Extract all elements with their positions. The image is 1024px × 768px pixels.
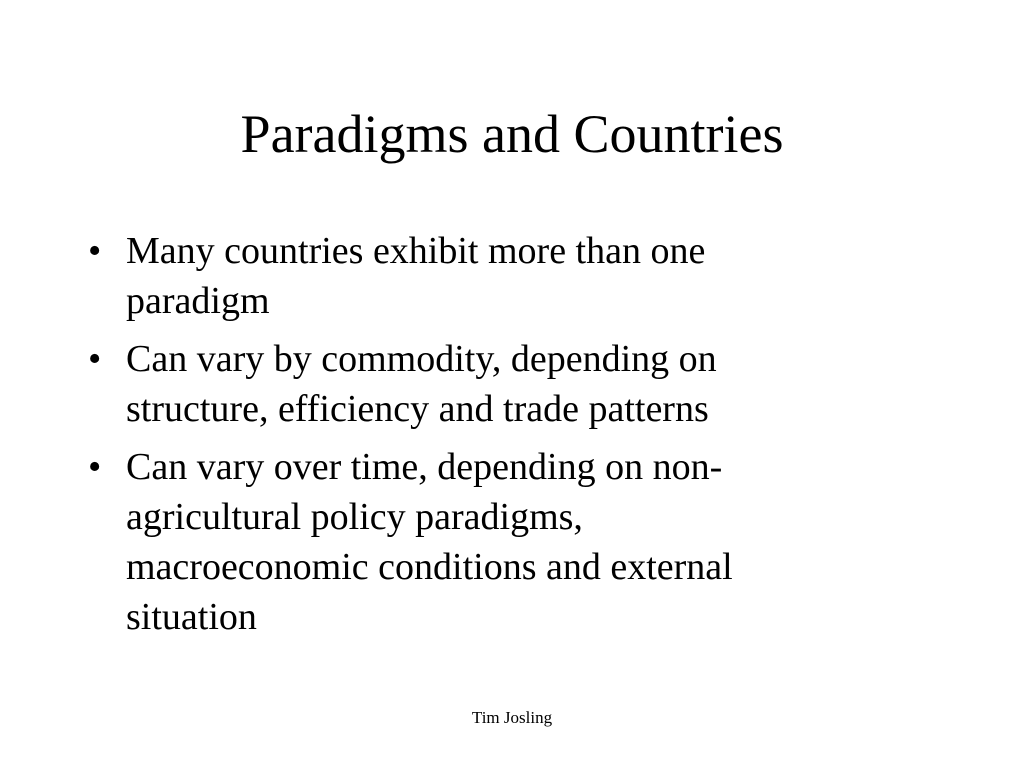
bullet-item-1 [88,226,888,326]
bullet-text: Many countries exhibit more than one paradigm [126,230,706,322]
bullet-icon: • [88,230,102,272]
footer-author: Tim Josling [471,708,553,727]
slide-title: Paradigms and Countries [240,104,784,164]
bullet-text: Can vary over time, depending on non- agricultural policy paradigms, macroeconomic conditions and external situation [126,446,733,638]
bullet-item-3 [88,442,888,642]
bullet-item-2 [88,334,888,434]
bullet-list [88,226,888,650]
bullet-icon: • [88,338,102,380]
bullet-icon: • [88,446,102,488]
bullet-text: Can vary by commodity, depending on structure, efficiency and trade patterns [126,338,717,430]
